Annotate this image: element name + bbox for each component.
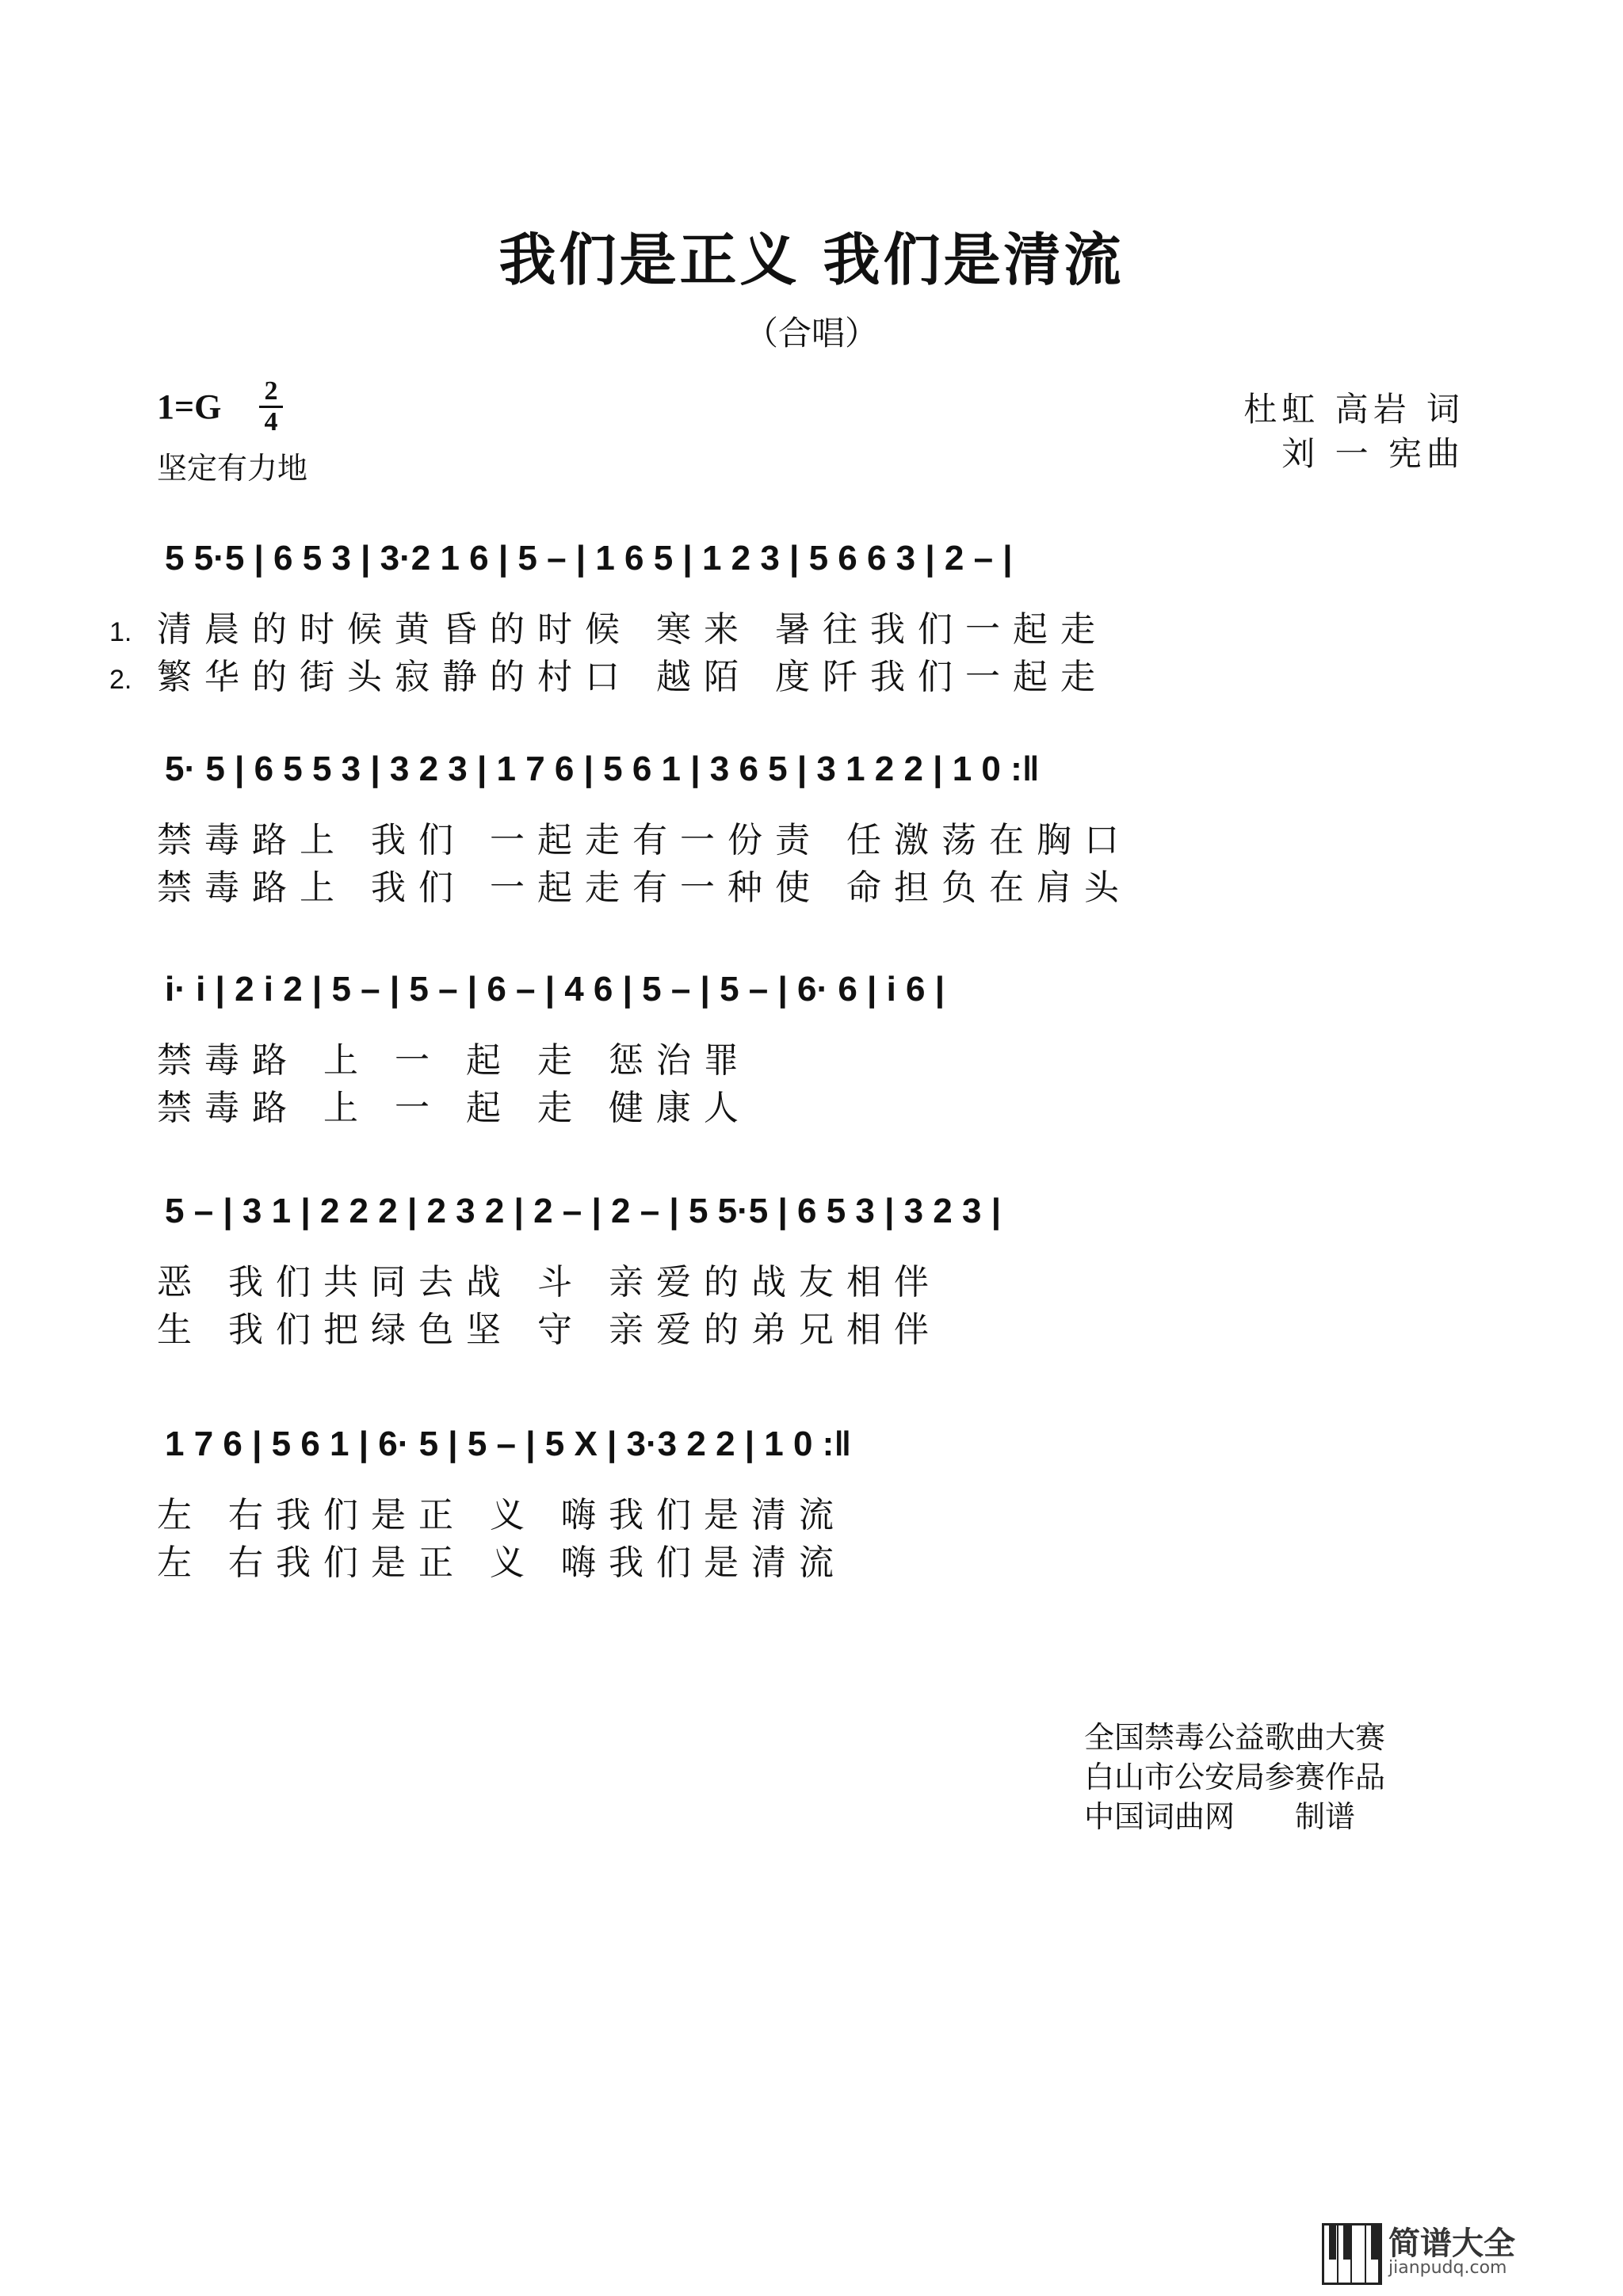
lyric-verse-2: 禁毒路上 我们 一起走有一种使 命担负在肩头 <box>157 868 1132 908</box>
lyric-verse-1: 左 右我们是正 义 嗨我们是清流 <box>157 1495 846 1535</box>
lyricist-credit: 杜虹 高岩 词 <box>1243 390 1465 429</box>
footer-credits: 全国禁毒公益歌曲大赛 白山市公安局参赛作品 中国词曲网 制谱 <box>1083 1720 1385 1834</box>
lyric-verse-1: 禁毒路 上 一 起 走 惩治罪 <box>157 1040 751 1081</box>
lyric-verse-1: 1. 清晨的时候黄昏的时候 寒来 暑往我们一起走 <box>109 609 1108 650</box>
lyric-verse-2: 禁毒路 上 一 起 走 健康人 <box>157 1088 751 1128</box>
notes-line <box>157 1418 1466 1489</box>
notes-line <box>157 1185 1466 1257</box>
notes-text: 5 5·5 | 6 5 3 | 3·2 1 6 | 5 – | 1 6 5 | 1 2 3 | 5 6 6 3 | 2 – | <box>165 539 1013 578</box>
lyric-verse-2: 生 我们把绿色坚 守 亲爱的弟兄相伴 <box>157 1310 941 1350</box>
notes-line <box>157 743 1466 814</box>
logo-url: jianpudq.com <box>1388 2258 1507 2278</box>
notes-line <box>157 532 1466 604</box>
lyric-verse-2: 左 右我们是正 义 嗨我们是清流 <box>157 1543 846 1583</box>
site-logo[interactable] <box>1322 2218 1607 2285</box>
lyric-verse-2: 2. 繁华的街头寂静的村口 越陌 度阡我们一起走 <box>109 657 1108 697</box>
notes-text: i· i | 2 i 2 | 5 – | 5 – | 6 – | 4 6 | 5 – | 5 – | 6· 6 | i 6 | <box>165 970 945 1009</box>
lyric-verse-1: 恶 我们共同去战 斗 亲爱的战友相伴 <box>157 1262 941 1302</box>
subtitle: （合唱） <box>744 314 878 353</box>
piano-keys-icon <box>1322 2223 1382 2285</box>
composer-credit: 刘 一 宪曲 <box>1281 434 1465 473</box>
notes-text: 1 7 6 | 5 6 1 | 6· 5 | 5 – | 5 X | 3·3 2 2 | 1 0 :‖ <box>165 1425 852 1463</box>
lyric-verse-1: 禁毒路上 我们 一起走有一份责 任激荡在胸口 <box>157 820 1132 860</box>
notes-text: 5 – | 3 1 | 2 2 2 | 2 3 2 | 2 – | 2 – | 5 5·5 | 6 5 3 | 3 2 3 | <box>165 1192 1002 1230</box>
notes-line <box>157 963 1466 1035</box>
time-signature: 2 4 <box>255 379 287 435</box>
page-title: 我们是正义 我们是清流 <box>498 226 1125 293</box>
logo-name: 简谱大全 <box>1388 2225 1515 2262</box>
notes-text: 5· 5 | 6 5 5 3 | 3 2 3 | 1 7 6 | 5 6 1 | 3 6 5 | 3 1 2 2 | 1 0 :‖ <box>165 749 1040 788</box>
key-signature: 1=G <box>157 387 222 426</box>
tempo-marking: 坚定有力地 <box>157 451 308 486</box>
